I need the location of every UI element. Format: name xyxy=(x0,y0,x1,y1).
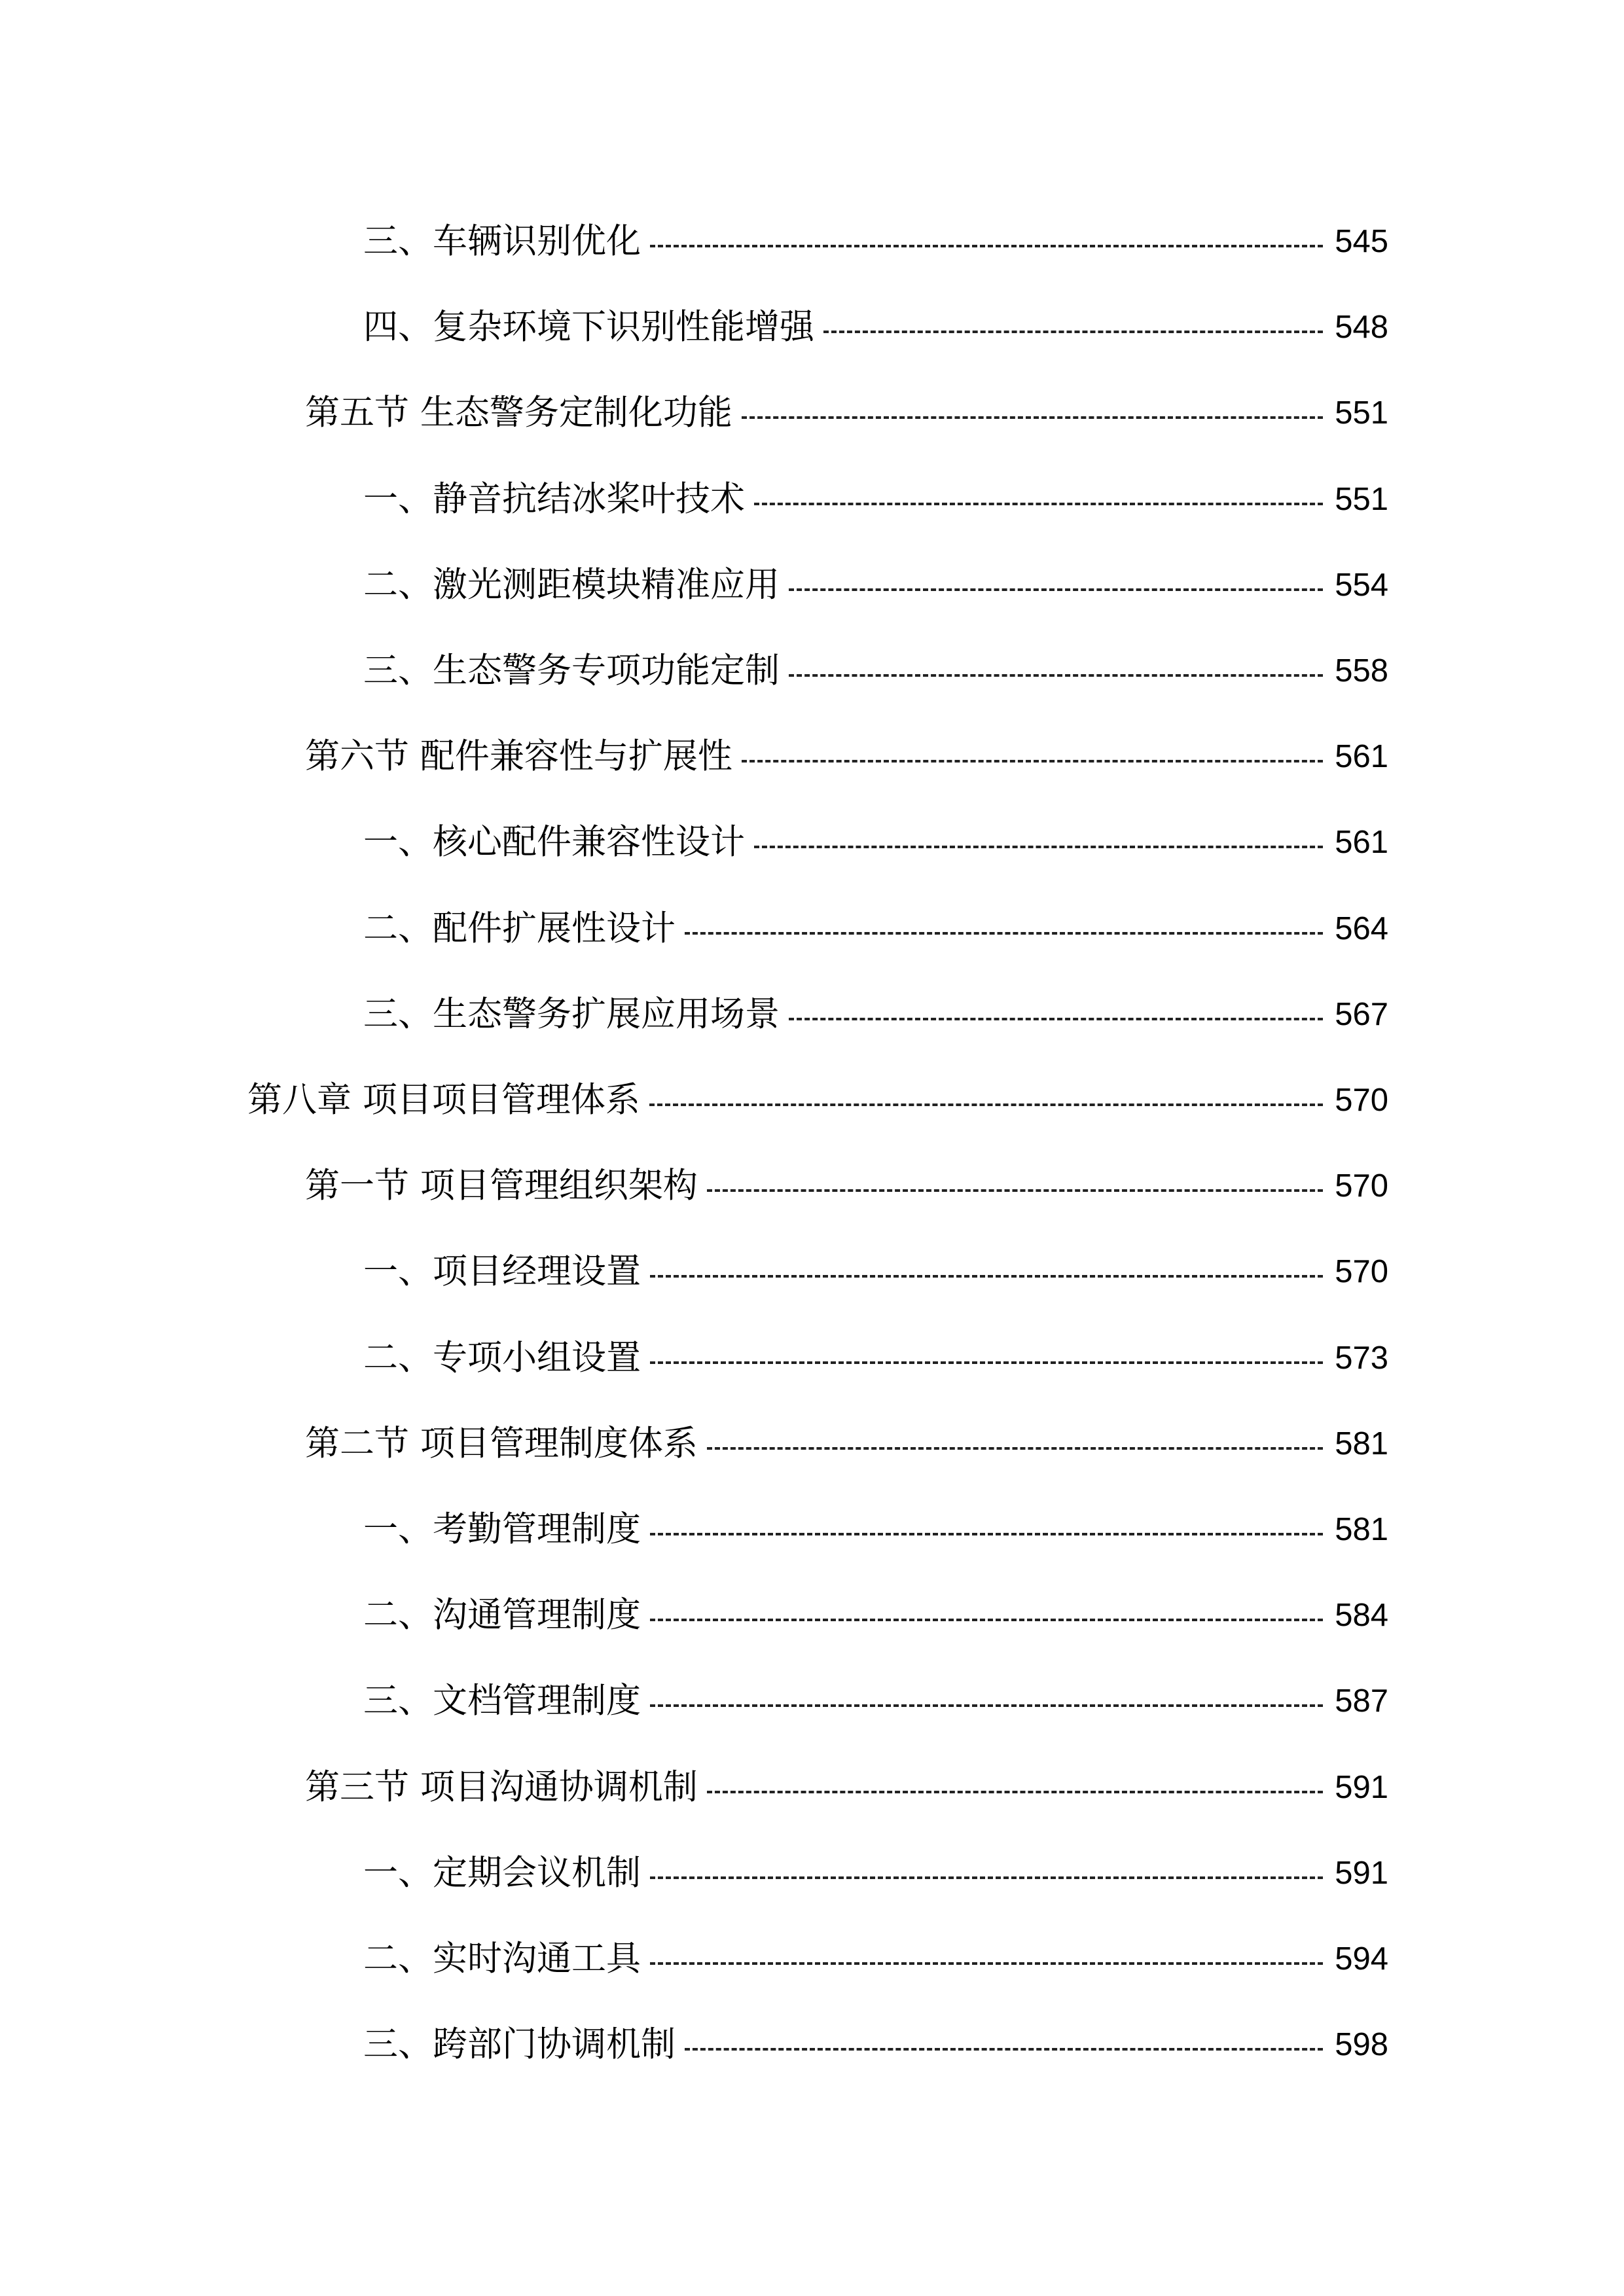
toc-entry[interactable] xyxy=(0,470,1624,529)
toc-entry[interactable] xyxy=(0,899,1624,958)
toc-entry-dot-leader xyxy=(707,1791,1323,1793)
toc-entry[interactable] xyxy=(0,1500,1624,1559)
toc-entry[interactable] xyxy=(0,641,1624,700)
toc-entry[interactable] xyxy=(0,1242,1624,1301)
toc-entry-dot-leader xyxy=(650,1619,1323,1621)
toc-entry[interactable] xyxy=(0,1157,1624,1215)
toc-entry-dot-leader xyxy=(789,588,1323,591)
toc-entry[interactable] xyxy=(0,1758,1624,1817)
toc-entry-dot-leader xyxy=(650,1876,1323,1879)
toc-entry-title: 第五节 生态警务定制化功能 xyxy=(305,393,732,433)
toc-entry[interactable] xyxy=(0,727,1624,786)
toc-entry-title: 二、实时沟通工具 xyxy=(363,1939,641,1979)
toc-entry-page-number: 551 xyxy=(1335,395,1388,431)
toc-entry-title: 三、生态警务扩展应用场景 xyxy=(363,994,780,1034)
toc-entry-dot-leader xyxy=(742,416,1323,419)
toc-entry-dot-leader xyxy=(650,1704,1323,1707)
toc-entry-page-number: 551 xyxy=(1335,482,1388,517)
toc-entry-page-number: 581 xyxy=(1335,1426,1388,1462)
toc-entry-title: 二、配件扩展性设计 xyxy=(363,908,676,948)
toc-entry-title: 三、跨部门协调机制 xyxy=(363,2024,676,2064)
toc-entry-title: 三、车辆识别优化 xyxy=(363,221,641,261)
toc-entry-page-number: 561 xyxy=(1335,825,1388,860)
toc-entry-page-number: 570 xyxy=(1335,1168,1388,1204)
toc-entry-dot-leader xyxy=(754,846,1323,848)
toc-entry-title: 第六节 配件兼容性与扩展性 xyxy=(305,736,732,776)
toc-entry-page-number: 594 xyxy=(1335,1941,1388,1977)
toc-entry[interactable] xyxy=(0,985,1624,1044)
toc-entry-title: 二、专项小组设置 xyxy=(363,1338,641,1378)
toc-entry-dot-leader xyxy=(754,503,1323,505)
toc-entry[interactable] xyxy=(0,1844,1624,1903)
toc-entry-page-number: 598 xyxy=(1335,2027,1388,2062)
toc-entry-page-number: 548 xyxy=(1335,310,1388,345)
toc-entry-title: 三、生态警务专项功能定制 xyxy=(363,651,780,691)
toc-entry-page-number: 564 xyxy=(1335,911,1388,946)
toc-entry-dot-leader xyxy=(823,331,1323,333)
toc-entry[interactable] xyxy=(0,1586,1624,1645)
toc-entry-title: 一、项目经理设置 xyxy=(363,1251,641,1291)
toc-entry[interactable] xyxy=(0,1071,1624,1130)
toc-entry-page-number: 591 xyxy=(1335,1770,1388,1805)
toc-entry[interactable] xyxy=(0,384,1624,442)
toc-entry-page-number: 581 xyxy=(1335,1512,1388,1547)
toc-entry-page-number: 587 xyxy=(1335,1683,1388,1719)
toc-entry-dot-leader xyxy=(685,2048,1323,2051)
toc-entry-page-number: 558 xyxy=(1335,653,1388,689)
toc-entry-dot-leader xyxy=(789,674,1323,677)
toc-entry-dot-leader xyxy=(650,1275,1323,1278)
toc-entry[interactable] xyxy=(0,1929,1624,1988)
toc-entry[interactable] xyxy=(0,298,1624,357)
toc-entry[interactable] xyxy=(0,556,1624,615)
toc-entry-page-number: 573 xyxy=(1335,1340,1388,1376)
toc-entry-dot-leader xyxy=(650,1361,1323,1364)
toc-entry-page-number: 554 xyxy=(1335,567,1388,603)
toc-entry-title: 三、文档管理制度 xyxy=(363,1681,641,1721)
toc-entry-title: 第八章 项目项目管理体系 xyxy=(247,1080,640,1120)
toc-entry-title: 一、静音抗结冰桨叶技术 xyxy=(363,479,745,519)
toc-entry-title: 第三节 项目沟通协调机制 xyxy=(305,1767,698,1807)
toc-entry[interactable] xyxy=(0,2015,1624,2074)
toc-entry-page-number: 561 xyxy=(1335,739,1388,774)
toc-entry-title: 二、激光测距模块精准应用 xyxy=(363,565,780,605)
toc-entry-dot-leader xyxy=(742,760,1323,762)
toc-entry[interactable] xyxy=(0,813,1624,872)
toc-entry-page-number: 567 xyxy=(1335,997,1388,1032)
toc-entry[interactable] xyxy=(0,212,1624,271)
toc-entry-dot-leader xyxy=(650,245,1323,247)
toc-entry-title: 一、考勤管理制度 xyxy=(363,1509,641,1549)
toc-entry-dot-leader xyxy=(789,1018,1323,1020)
toc-entry-dot-leader xyxy=(707,1189,1323,1192)
toc-entry-page-number: 570 xyxy=(1335,1254,1388,1289)
toc-entry-dot-leader xyxy=(650,1962,1323,1965)
toc-entry-page-number: 570 xyxy=(1335,1083,1388,1118)
toc-entry-title: 二、沟通管理制度 xyxy=(363,1595,641,1635)
toc-entry-dot-leader xyxy=(707,1447,1323,1450)
toc-entry-dot-leader xyxy=(650,1533,1323,1535)
toc-entry-page-number: 545 xyxy=(1335,224,1388,259)
toc-entry-title: 四、复杂环境下识别性能增强 xyxy=(363,307,814,347)
toc-entry-title: 第一节 项目管理组织架构 xyxy=(305,1166,698,1206)
toc-entry-dot-leader xyxy=(649,1103,1323,1106)
toc-entry[interactable] xyxy=(0,1414,1624,1473)
toc-entry-title: 一、核心配件兼容性设计 xyxy=(363,822,745,862)
toc-entry[interactable] xyxy=(0,1672,1624,1731)
toc-entry-dot-leader xyxy=(685,932,1323,935)
toc-entry-title: 一、定期会议机制 xyxy=(363,1853,641,1893)
toc-entry-page-number: 584 xyxy=(1335,1598,1388,1633)
toc-entry-title: 第二节 项目管理制度体系 xyxy=(305,1424,698,1463)
toc-entry[interactable] xyxy=(0,1329,1624,1388)
toc-entry-page-number: 591 xyxy=(1335,1856,1388,1891)
